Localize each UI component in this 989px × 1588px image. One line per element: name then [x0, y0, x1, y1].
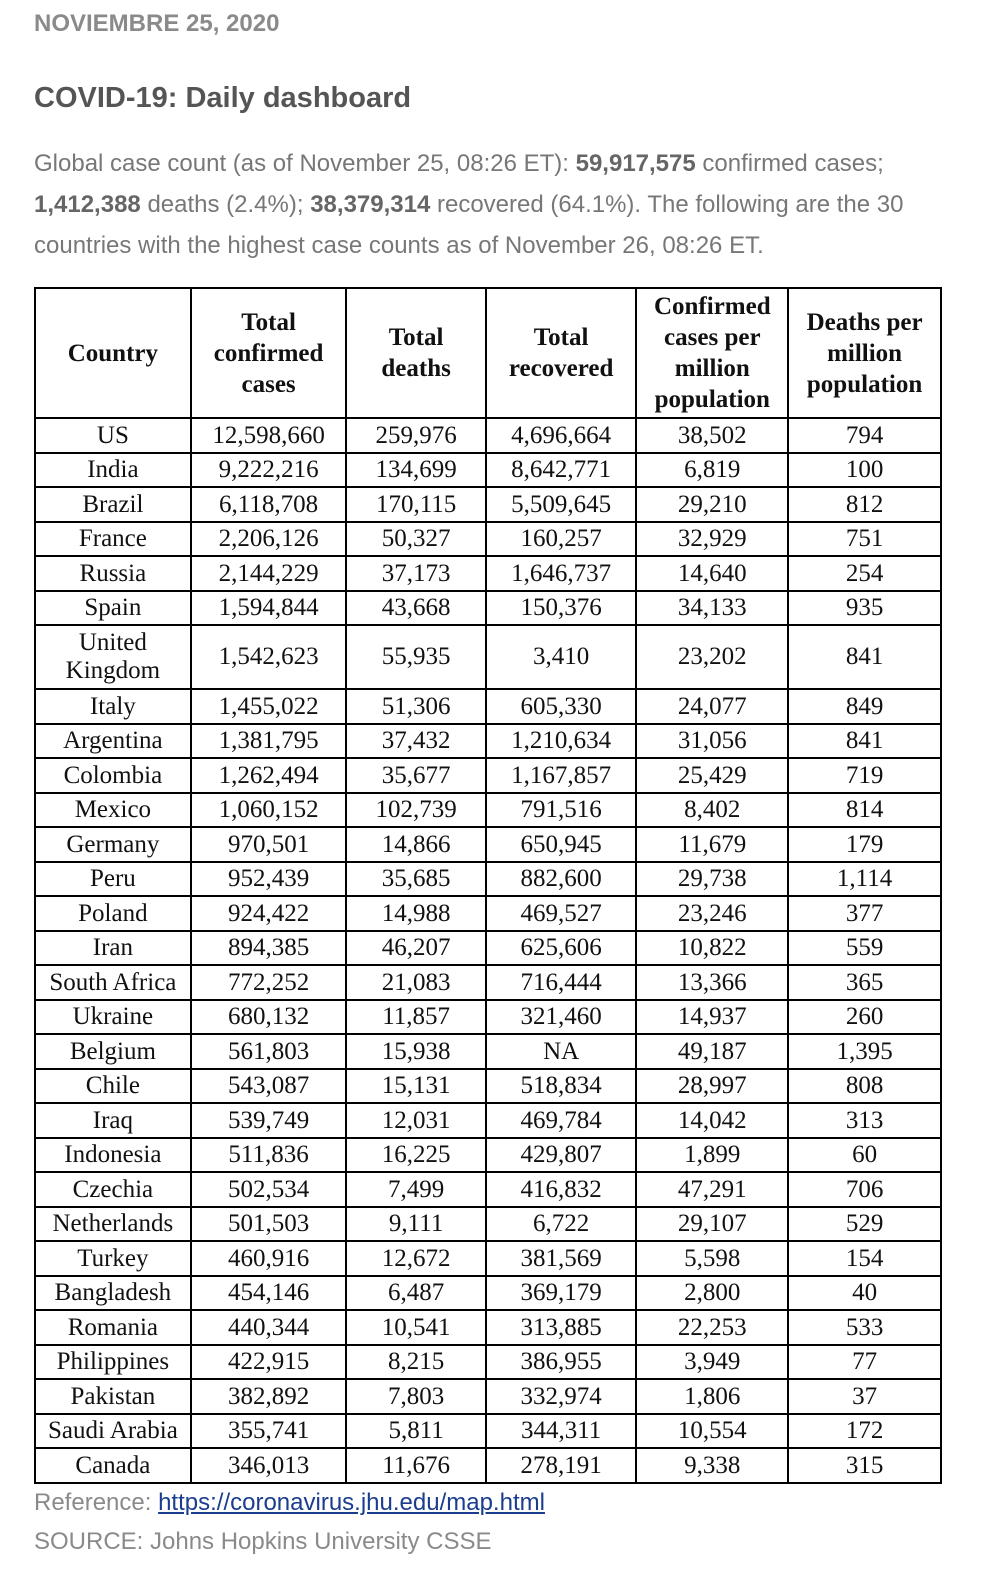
cell-total-recovered: 160,257 — [486, 522, 637, 557]
cell-total-deaths: 21,083 — [346, 965, 485, 1000]
cell-cases-per-million: 31,056 — [636, 724, 788, 759]
cell-total-recovered: 1,167,857 — [486, 758, 637, 793]
cell-country: Belgium — [35, 1034, 191, 1069]
cell-cases-per-million: 6,819 — [636, 453, 788, 488]
cell-deaths-per-million: 1,114 — [788, 862, 941, 897]
cell-total-deaths: 11,857 — [346, 1000, 485, 1035]
table-row — [35, 1103, 941, 1138]
cell-total-deaths: 102,739 — [346, 793, 485, 828]
cell-total-confirmed: 2,206,126 — [191, 522, 347, 557]
header-total-confirmed — [191, 288, 347, 418]
cell-total-deaths: 15,131 — [346, 1069, 485, 1104]
cell-total-deaths: 5,811 — [346, 1414, 485, 1449]
cell-deaths-per-million: 179 — [788, 827, 941, 862]
cell-deaths-per-million: 841 — [788, 625, 941, 689]
cell-country: Iran — [35, 931, 191, 966]
cell-deaths-per-million: 849 — [788, 689, 941, 724]
cell-cases-per-million: 14,937 — [636, 1000, 788, 1035]
cell-total-recovered: 5,509,645 — [486, 487, 637, 522]
cell-total-recovered: 469,527 — [486, 896, 637, 931]
cell-total-recovered: 882,600 — [486, 862, 637, 897]
cell-deaths-per-million: 313 — [788, 1103, 941, 1138]
cell-total-confirmed: 539,749 — [191, 1103, 347, 1138]
cell-deaths-per-million: 1,395 — [788, 1034, 941, 1069]
reference-link[interactable]: https://coronavirus.jhu.edu/map.html — [158, 1489, 545, 1516]
cell-country: Spain — [35, 591, 191, 626]
cell-total-confirmed: 12,598,660 — [191, 418, 347, 453]
header-deaths-per-million-label: Deaths per million population — [806, 308, 923, 398]
cell-total-confirmed: 543,087 — [191, 1069, 347, 1104]
cell-deaths-per-million: 814 — [788, 793, 941, 828]
cell-total-deaths: 11,676 — [346, 1448, 485, 1483]
cell-total-deaths: 37,173 — [346, 556, 485, 591]
cell-country: Netherlands — [35, 1207, 191, 1242]
cell-cases-per-million: 34,133 — [636, 591, 788, 626]
cell-total-confirmed: 422,915 — [191, 1345, 347, 1380]
table-row — [35, 1000, 941, 1035]
cell-total-confirmed: 970,501 — [191, 827, 347, 862]
cell-total-confirmed: 355,741 — [191, 1414, 347, 1449]
cell-total-deaths: 46,207 — [346, 931, 485, 966]
cell-country: Germany — [35, 827, 191, 862]
cell-cases-per-million: 10,822 — [636, 931, 788, 966]
cell-total-recovered: 716,444 — [486, 965, 637, 1000]
cell-total-recovered: 1,646,737 — [486, 556, 637, 591]
cell-country: Ukraine — [35, 1000, 191, 1035]
cell-cases-per-million: 9,338 — [636, 1448, 788, 1483]
table-row — [35, 827, 941, 862]
table-row — [35, 1241, 941, 1276]
cell-country: Pakistan — [35, 1379, 191, 1414]
table-row — [35, 453, 941, 488]
cell-country: Iraq — [35, 1103, 191, 1138]
intro-text-2: confirmed cases; — [695, 150, 884, 177]
cell-cases-per-million: 1,806 — [636, 1379, 788, 1414]
cell-total-recovered: 332,974 — [486, 1379, 637, 1414]
cell-deaths-per-million: 794 — [788, 418, 941, 453]
table-row — [35, 1379, 941, 1414]
cell-deaths-per-million: 154 — [788, 1241, 941, 1276]
cell-total-deaths: 55,935 — [346, 625, 485, 689]
cell-deaths-per-million: 812 — [788, 487, 941, 522]
cell-cases-per-million: 1,899 — [636, 1138, 788, 1173]
cell-cases-per-million: 29,738 — [636, 862, 788, 897]
table-row — [35, 1448, 941, 1483]
cell-total-deaths: 12,031 — [346, 1103, 485, 1138]
cell-total-recovered: 791,516 — [486, 793, 637, 828]
table-row — [35, 689, 941, 724]
cell-cases-per-million: 14,042 — [636, 1103, 788, 1138]
intro-text-4: recovered (64.1%). The following are the 30 countries with the highest case counts as of November 26, 08:26 ET. — [34, 191, 904, 259]
cell-total-confirmed: 9,222,216 — [191, 453, 347, 488]
cell-total-confirmed: 894,385 — [191, 931, 347, 966]
cell-country: Poland — [35, 896, 191, 931]
table-row — [35, 1414, 941, 1449]
cell-total-recovered: 386,955 — [486, 1345, 637, 1380]
table-row — [35, 1310, 941, 1345]
table-header-row — [35, 288, 941, 418]
cell-total-recovered: 469,784 — [486, 1103, 637, 1138]
cell-total-deaths: 134,699 — [346, 453, 485, 488]
cell-country: Philippines — [35, 1345, 191, 1380]
cell-country: United Kingdom — [35, 625, 191, 689]
cell-deaths-per-million: 706 — [788, 1172, 941, 1207]
cell-total-confirmed: 1,542,623 — [191, 625, 347, 689]
cell-total-confirmed: 346,013 — [191, 1448, 347, 1483]
cell-total-recovered: 650,945 — [486, 827, 637, 862]
table-row — [35, 556, 941, 591]
global-deaths-count: 1,412,388 — [34, 191, 141, 218]
cell-country: Indonesia — [35, 1138, 191, 1173]
cell-country: Italy — [35, 689, 191, 724]
header-total-recovered — [486, 288, 637, 418]
cell-deaths-per-million: 533 — [788, 1310, 941, 1345]
cell-country: Turkey — [35, 1241, 191, 1276]
cell-total-recovered: 429,807 — [486, 1138, 637, 1173]
cell-total-recovered: 518,834 — [486, 1069, 637, 1104]
table-row — [35, 625, 941, 689]
cell-total-deaths: 6,487 — [346, 1276, 485, 1311]
cell-total-deaths: 51,306 — [346, 689, 485, 724]
cell-cases-per-million: 25,429 — [636, 758, 788, 793]
cell-cases-per-million: 47,291 — [636, 1172, 788, 1207]
cell-total-confirmed: 561,803 — [191, 1034, 347, 1069]
cell-total-deaths: 43,668 — [346, 591, 485, 626]
cell-country: Canada — [35, 1448, 191, 1483]
cell-total-recovered: 625,606 — [486, 931, 637, 966]
header-total-deaths — [346, 288, 485, 418]
cell-total-confirmed: 2,144,229 — [191, 556, 347, 591]
cell-total-confirmed: 772,252 — [191, 965, 347, 1000]
cell-country: Russia — [35, 556, 191, 591]
country-cases-table — [34, 287, 942, 1484]
cell-total-deaths: 35,685 — [346, 862, 485, 897]
cell-cases-per-million: 13,366 — [636, 965, 788, 1000]
cell-deaths-per-million: 751 — [788, 522, 941, 557]
cell-total-deaths: 50,327 — [346, 522, 485, 557]
cell-country: Mexico — [35, 793, 191, 828]
cell-cases-per-million: 3,949 — [636, 1345, 788, 1380]
cell-deaths-per-million: 559 — [788, 931, 941, 966]
reference-label: Reference: — [34, 1489, 159, 1516]
header-total-recovered-label: Total recovered — [508, 324, 614, 382]
table-row — [35, 418, 941, 453]
header-cases-per-million — [636, 288, 788, 418]
intro-paragraph — [34, 143, 984, 266]
header-total-deaths-label: Total deaths — [381, 324, 451, 382]
cell-cases-per-million: 10,554 — [636, 1414, 788, 1449]
cell-total-confirmed: 1,262,494 — [191, 758, 347, 793]
cell-total-confirmed: 454,146 — [191, 1276, 347, 1311]
cell-deaths-per-million: 841 — [788, 724, 941, 759]
table-row — [35, 1172, 941, 1207]
cell-total-confirmed: 460,916 — [191, 1241, 347, 1276]
cell-cases-per-million: 29,210 — [636, 487, 788, 522]
cell-total-deaths: 37,432 — [346, 724, 485, 759]
cell-total-deaths: 7,803 — [346, 1379, 485, 1414]
cell-total-confirmed: 511,836 — [191, 1138, 347, 1173]
cell-total-recovered: 1,210,634 — [486, 724, 637, 759]
cell-total-deaths: 15,938 — [346, 1034, 485, 1069]
cell-deaths-per-million: 935 — [788, 591, 941, 626]
cell-total-confirmed: 440,344 — [191, 1310, 347, 1345]
cell-total-recovered: 278,191 — [486, 1448, 637, 1483]
table-row — [35, 931, 941, 966]
cell-total-deaths: 7,499 — [346, 1172, 485, 1207]
cell-cases-per-million: 2,800 — [636, 1276, 788, 1311]
cell-deaths-per-million: 172 — [788, 1414, 941, 1449]
cell-country: Colombia — [35, 758, 191, 793]
cell-cases-per-million: 24,077 — [636, 689, 788, 724]
table-row — [35, 896, 941, 931]
table-row — [35, 1069, 941, 1104]
cell-total-recovered: NA — [486, 1034, 637, 1069]
cell-total-recovered: 344,311 — [486, 1414, 637, 1449]
cell-country: Saudi Arabia — [35, 1414, 191, 1449]
cell-cases-per-million: 28,997 — [636, 1069, 788, 1104]
cell-total-deaths: 14,866 — [346, 827, 485, 862]
header-deaths-per-million — [788, 288, 941, 418]
cell-total-confirmed: 501,503 — [191, 1207, 347, 1242]
cell-total-recovered: 6,722 — [486, 1207, 637, 1242]
cell-deaths-per-million: 60 — [788, 1138, 941, 1173]
cell-deaths-per-million: 254 — [788, 556, 941, 591]
cell-total-recovered: 416,832 — [486, 1172, 637, 1207]
intro-text-3: deaths (2.4%); — [140, 191, 311, 218]
cell-total-deaths: 12,672 — [346, 1241, 485, 1276]
table-row — [35, 591, 941, 626]
header-cases-per-million-label: Confirmed cases per million population — [653, 293, 771, 413]
cell-cases-per-million: 49,187 — [636, 1034, 788, 1069]
cell-total-deaths: 170,115 — [346, 487, 485, 522]
table-row — [35, 1034, 941, 1069]
cell-deaths-per-million: 529 — [788, 1207, 941, 1242]
cell-country: France — [35, 522, 191, 557]
cell-total-confirmed: 1,060,152 — [191, 793, 347, 828]
cell-cases-per-million: 23,202 — [636, 625, 788, 689]
cell-total-recovered: 150,376 — [486, 591, 637, 626]
table-row — [35, 965, 941, 1000]
cell-total-confirmed: 1,455,022 — [191, 689, 347, 724]
cell-cases-per-million: 11,679 — [636, 827, 788, 862]
cell-cases-per-million: 5,598 — [636, 1241, 788, 1276]
cell-country: Bangladesh — [35, 1276, 191, 1311]
cell-total-confirmed: 924,422 — [191, 896, 347, 931]
cell-deaths-per-million: 77 — [788, 1345, 941, 1380]
intro-text-1: Global case count (as of November 25, 08:26 ET): — [34, 150, 576, 177]
cell-total-recovered: 321,460 — [486, 1000, 637, 1035]
cell-total-confirmed: 680,132 — [191, 1000, 347, 1035]
cell-total-deaths: 259,976 — [346, 418, 485, 453]
table-body — [35, 418, 941, 1483]
cell-deaths-per-million: 315 — [788, 1448, 941, 1483]
cell-total-deaths: 8,215 — [346, 1345, 485, 1380]
cell-total-deaths: 9,111 — [346, 1207, 485, 1242]
cell-deaths-per-million: 260 — [788, 1000, 941, 1035]
cell-cases-per-million: 8,402 — [636, 793, 788, 828]
cell-cases-per-million: 29,107 — [636, 1207, 788, 1242]
table-row — [35, 1207, 941, 1242]
cell-total-recovered: 8,642,771 — [486, 453, 637, 488]
cell-country: US — [35, 418, 191, 453]
table-row — [35, 724, 941, 759]
page-title: COVID-19: Daily dashboard — [34, 82, 412, 114]
cell-cases-per-million: 22,253 — [636, 1310, 788, 1345]
cell-total-recovered: 381,569 — [486, 1241, 637, 1276]
article-date: NOVIEMBRE 25, 2020 — [34, 10, 280, 37]
cell-total-deaths: 14,988 — [346, 896, 485, 931]
table-row — [35, 522, 941, 557]
cell-deaths-per-million: 100 — [788, 453, 941, 488]
table-row — [35, 1138, 941, 1173]
global-recovered-count: 38,379,314 — [310, 191, 431, 218]
cell-country: Romania — [35, 1310, 191, 1345]
cell-total-confirmed: 1,381,795 — [191, 724, 347, 759]
table-row — [35, 1345, 941, 1380]
global-confirmed-count: 59,917,575 — [575, 150, 696, 177]
cell-total-confirmed: 6,118,708 — [191, 487, 347, 522]
table-row — [35, 793, 941, 828]
cell-total-confirmed: 502,534 — [191, 1172, 347, 1207]
cell-total-confirmed: 952,439 — [191, 862, 347, 897]
header-country: Country — [35, 288, 191, 418]
cell-total-recovered: 369,179 — [486, 1276, 637, 1311]
cell-country: Brazil — [35, 487, 191, 522]
cell-deaths-per-million: 377 — [788, 896, 941, 931]
cell-total-confirmed: 1,594,844 — [191, 591, 347, 626]
cell-total-deaths: 10,541 — [346, 1310, 485, 1345]
cell-total-recovered: 4,696,664 — [486, 418, 637, 453]
cell-cases-per-million: 38,502 — [636, 418, 788, 453]
cell-deaths-per-million: 37 — [788, 1379, 941, 1414]
source-note: SOURCE: Johns Hopkins University CSSE — [34, 1528, 492, 1555]
table-row — [35, 1276, 941, 1311]
cell-total-recovered: 3,410 — [486, 625, 637, 689]
cell-total-recovered: 605,330 — [486, 689, 637, 724]
table-row — [35, 758, 941, 793]
cell-total-deaths: 16,225 — [346, 1138, 485, 1173]
cell-deaths-per-million: 808 — [788, 1069, 941, 1104]
table-row — [35, 862, 941, 897]
cell-country: Czechia — [35, 1172, 191, 1207]
cell-country: Chile — [35, 1069, 191, 1104]
cell-deaths-per-million: 365 — [788, 965, 941, 1000]
cell-country: South Africa — [35, 965, 191, 1000]
cell-deaths-per-million: 40 — [788, 1276, 941, 1311]
header-total-confirmed-label: Total confirmed cases — [213, 308, 324, 398]
cell-cases-per-million: 23,246 — [636, 896, 788, 931]
cell-cases-per-million: 32,929 — [636, 522, 788, 557]
table-row — [35, 487, 941, 522]
cell-total-deaths: 35,677 — [346, 758, 485, 793]
cell-total-confirmed: 382,892 — [191, 1379, 347, 1414]
cell-country: Argentina — [35, 724, 191, 759]
cell-cases-per-million: 14,640 — [636, 556, 788, 591]
cell-country: India — [35, 453, 191, 488]
cell-deaths-per-million: 719 — [788, 758, 941, 793]
reference-line — [34, 1489, 545, 1517]
cell-country: Peru — [35, 862, 191, 897]
cell-total-recovered: 313,885 — [486, 1310, 637, 1345]
